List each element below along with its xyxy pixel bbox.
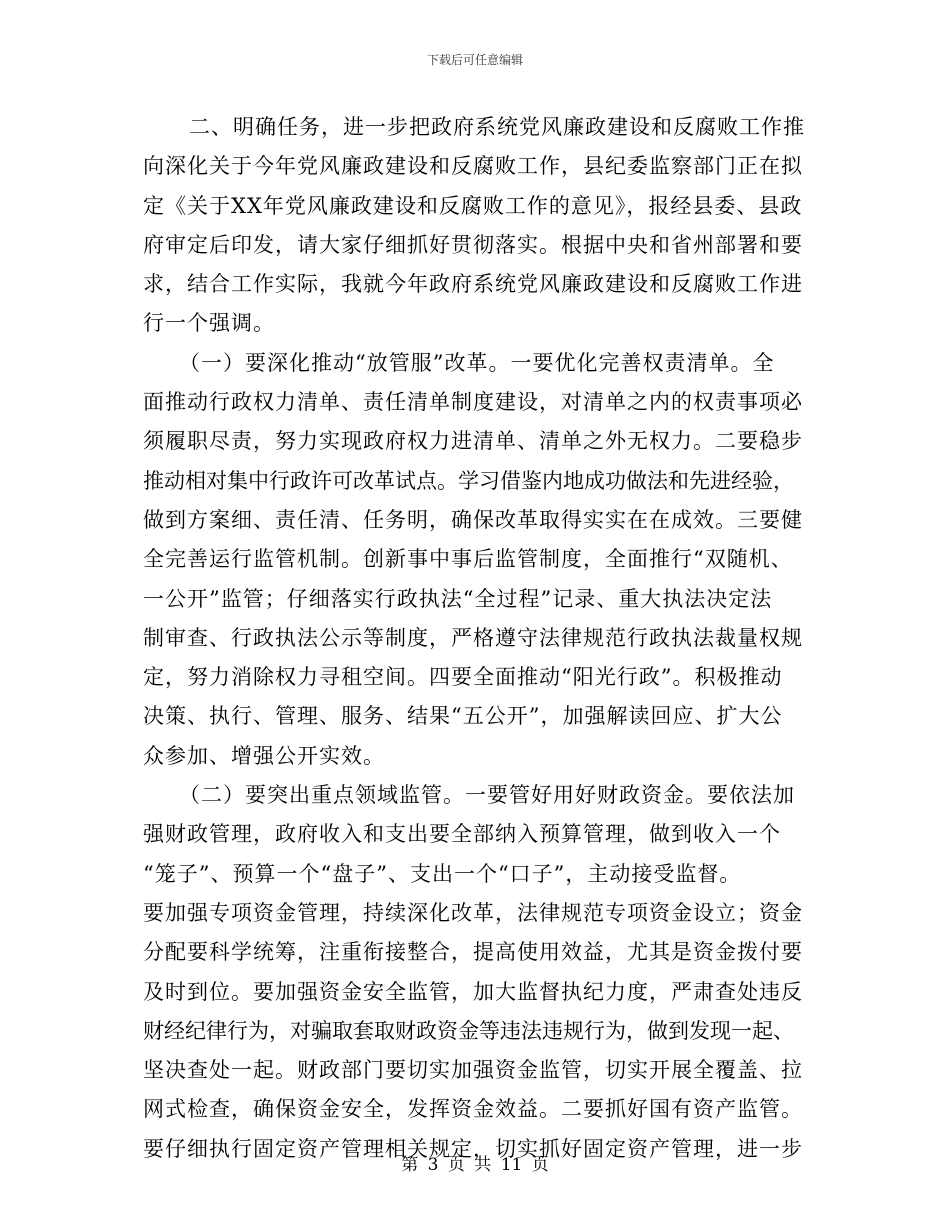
text-line: “笼子”、预算一个“盘子”、支出一个“口子”，主动接受监督。 bbox=[143, 861, 742, 886]
text-line: 及时到位。要加强资金安全监管，加大监督执纪力度，严肃查处违反 bbox=[143, 979, 803, 1004]
text-line: 众参加、增强公开实效。 bbox=[143, 743, 385, 768]
text-line: 决策、执行、管理、服务、结果“五公开”，加强解读回应、扩大公 bbox=[143, 704, 783, 729]
text-line: 网式检查，确保资金安全，发挥资金效益。二要抓好国有资产监管。 bbox=[143, 1097, 803, 1122]
text-line: 要仔细执行固定资产管理相关规定，切实抓好固定资产管理，进一步 bbox=[143, 1136, 803, 1161]
text-line: 推动相对集中行政许可改革试点。学习借鉴内地成功做法和先进经验， bbox=[143, 468, 794, 493]
text-line: 须履职尽责，努力实现政府权力进清单、清单之外无权力。二要稳步 bbox=[143, 429, 803, 454]
text-line: 要加强专项资金管理，持续深化改革，法律规范专项资金设立；资金 bbox=[143, 900, 803, 925]
text-line: 分配要科学统筹，注重衔接整合，提高使用效益，尤其是资金拨付要 bbox=[143, 940, 803, 965]
page-number-footer: 第 3 页 共 11 页 bbox=[401, 1155, 549, 1175]
text-line: 向深化关于今年党风廉政建设和反腐败工作，县纪委监察部门正在拟 bbox=[143, 154, 803, 179]
text-line: 定，努力消除权力寻租空间。四要全面推动“阳光行政”。积极推动 bbox=[143, 665, 783, 690]
text-line: 二、明确任务，进一步把政府系统党风廉政建设和反腐败工作推 bbox=[189, 115, 805, 139]
text-line: 面推动行政权力清单、责任清单制度建设，对清单之内的权责事项必 bbox=[143, 390, 803, 415]
text-line: （二）要突出重点领域监管。一要管好用好财政资金。要依法加 bbox=[179, 783, 795, 808]
text-line: 行一个强调。 bbox=[143, 311, 275, 336]
text-line: （一）要深化推动“放管服”改革。一要优化完善权责清单。全 bbox=[179, 350, 775, 375]
text-line: 坚决查处一起。财政部门要切实加强资金监管，切实开展全覆盖、拉 bbox=[143, 1058, 803, 1083]
text-line: 一公开”监管；仔细落实行政执法“全过程”记录、重大执法决定法 bbox=[143, 586, 773, 611]
text-line: 强财政管理，政府收入和支出要全部纳入预算管理，做到收入一个 bbox=[143, 822, 781, 847]
text-line: 定《关于XX年党风廉政建设和反腐败工作的意见》，报经县委、县政 bbox=[143, 193, 803, 218]
text-line: 财经纪律行为，对骗取套取财政资金等违法违规行为，做到发现一起、 bbox=[143, 1018, 794, 1043]
document-body bbox=[143, 108, 805, 1169]
text-line: 做到方案细、责任清、任务明，确保改革取得实实在在成效。三要健 bbox=[143, 507, 803, 532]
page-header: 下载后可任意编辑 bbox=[426, 53, 523, 67]
text-line: 制审查、行政执法公示等制度，严格遵守法律规范行政执法裁量权规 bbox=[143, 625, 803, 650]
text-line: 求，结合工作实际，我就今年政府系统党风廉政建设和反腐败工作进 bbox=[143, 272, 803, 297]
text-line: 府审定后印发，请大家仔细抓好贯彻落实。根据中央和省州部署和要 bbox=[143, 232, 803, 257]
text-line: 全完善运行监管机制。创新事中事后监管制度，全面推行“双随机、 bbox=[143, 547, 793, 572]
